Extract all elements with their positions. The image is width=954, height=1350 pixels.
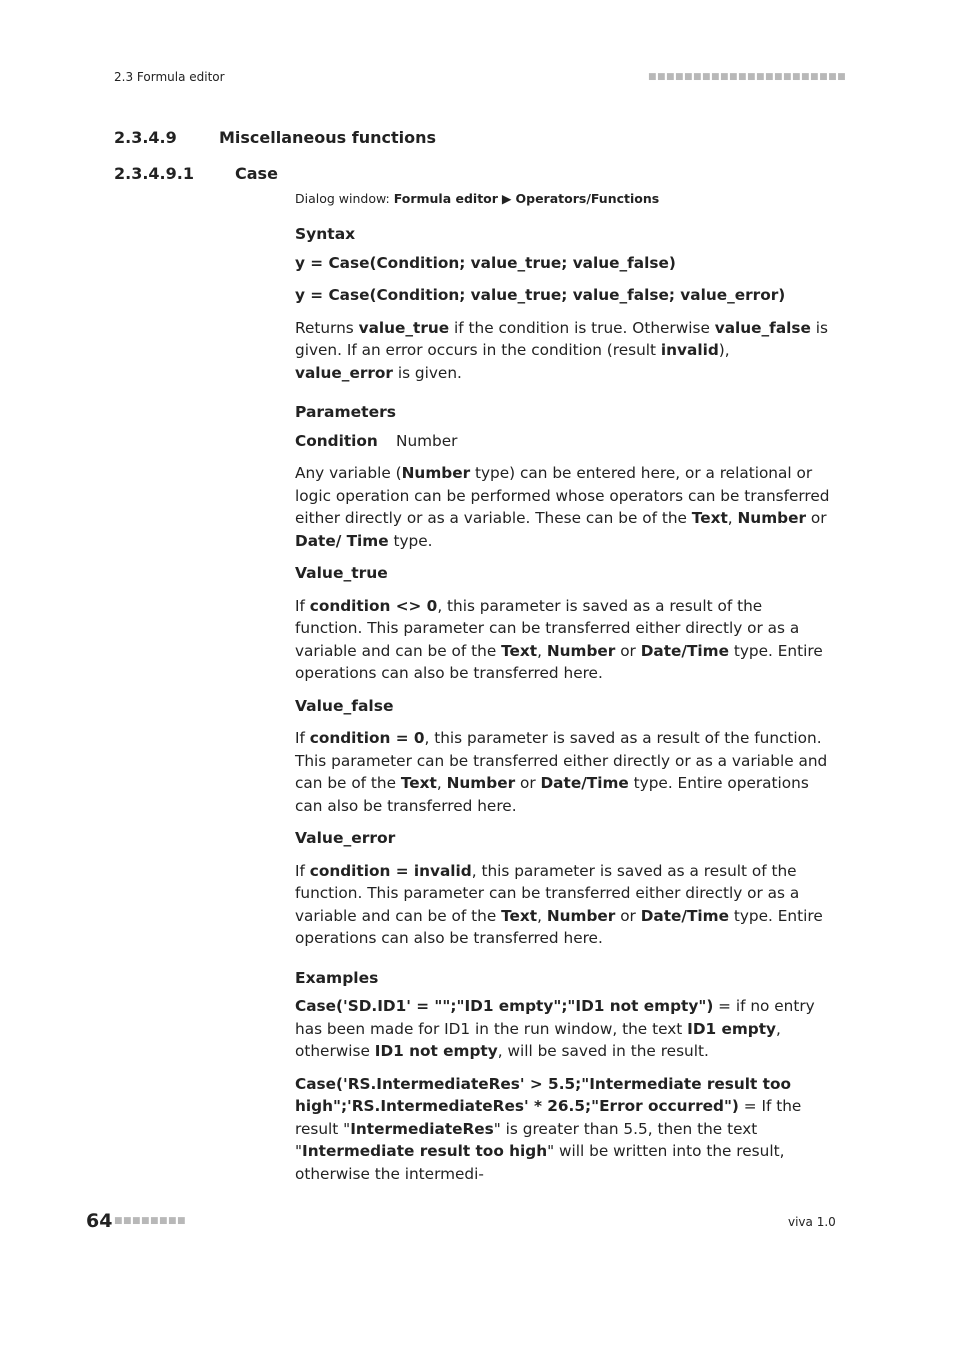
dialog-path-formula-editor: Formula editor bbox=[393, 191, 498, 206]
examples-heading: Examples bbox=[295, 968, 379, 987]
page-number: 64 bbox=[86, 1210, 113, 1232]
dialog-path-operators: Operators/Functions bbox=[515, 191, 660, 206]
param-value-false-description: If condition = 0, this parameter is saved as a result of the function. This parameter can be transferred either directly or as a variable and can be of the Text, Number or Date/Time type. Entire operations can also be transferred here. bbox=[295, 729, 828, 815]
syntax-heading: Syntax bbox=[295, 225, 356, 243]
footer-product: viva 1.0 bbox=[788, 1215, 836, 1229]
param-condition-row bbox=[295, 430, 830, 453]
param-condition-type: Number bbox=[396, 431, 458, 450]
param-condition-description: Any variable (Number type) can be entered here, or a relational or logic operation can be performed whose operators can be transferred either directly or as a variable. These can be of the Text, Number or Date/ Time type. bbox=[295, 464, 830, 550]
param-value-false-name: Value_false bbox=[295, 696, 394, 715]
footer-dots: ■■■■■■■■ bbox=[114, 1216, 187, 1226]
running-header-section: 2.3 Formula editor bbox=[114, 70, 225, 84]
param-value-error-description: If condition = invalid, this parameter is saved as a result of the function. This parameter can be transferred either directly or as a variable and can be of the Text, Number or Date/Time type. Entire operations can also be transferred here. bbox=[295, 861, 823, 947]
example-1: Case('SD.ID1' = "";"ID1 empty";"ID1 not empty") = if no entry has been made for ID1 in the run window, the text ID1 empty, otherwise ID1 not empty, will be saved in the result. bbox=[295, 997, 815, 1060]
running-header-dots: ■■■■■■■■■■■■■■■■■■■■■■ bbox=[648, 72, 847, 82]
syntax-line-2: y = Case(Condition; value_true; value_false; value_error) bbox=[295, 286, 786, 304]
dialog-path: Dialog window: Formula editor ▶ Operators/Functions bbox=[295, 191, 660, 206]
section-number: 2.3.4.9 bbox=[114, 128, 177, 147]
parameters-heading: Parameters bbox=[295, 403, 396, 421]
subsection-number: 2.3.4.9.1 bbox=[114, 164, 194, 183]
param-value-error-name: Value_error bbox=[295, 829, 396, 847]
section-title: Miscellaneous functions bbox=[219, 128, 437, 147]
subsection-title: Case bbox=[235, 164, 278, 183]
example-2: Case('RS.IntermediateRes' > 5.5;"Intermediate result too high";'RS.IntermediateRes' * 26.5;"Error occurred") = If the result "IntermediateRes" is greater than 5.5, then the text "Intermediate result too high" will be written into the result, otherwise the intermedi- bbox=[295, 1074, 802, 1183]
param-value-true-name: Value_true bbox=[295, 564, 388, 582]
arrow-icon: ▶ bbox=[497, 191, 516, 206]
param-value-true-description: If condition <> 0, this parameter is saved as a result of the function. This parameter can be transferred either directly or as a variable and can be of the Text, Number or Date/Time type. Entire operations can also be transferred here. bbox=[295, 596, 823, 682]
syntax-line-1: y = Case(Condition; value_true; value_false) bbox=[295, 253, 676, 272]
syntax-description: Returns value_true if the condition is true. Otherwise value_false is given. If an error occurs in the condition (result invalid), value_error is given. bbox=[295, 318, 828, 382]
param-condition-name: Condition bbox=[295, 431, 378, 450]
main-content bbox=[295, 190, 830, 1195]
